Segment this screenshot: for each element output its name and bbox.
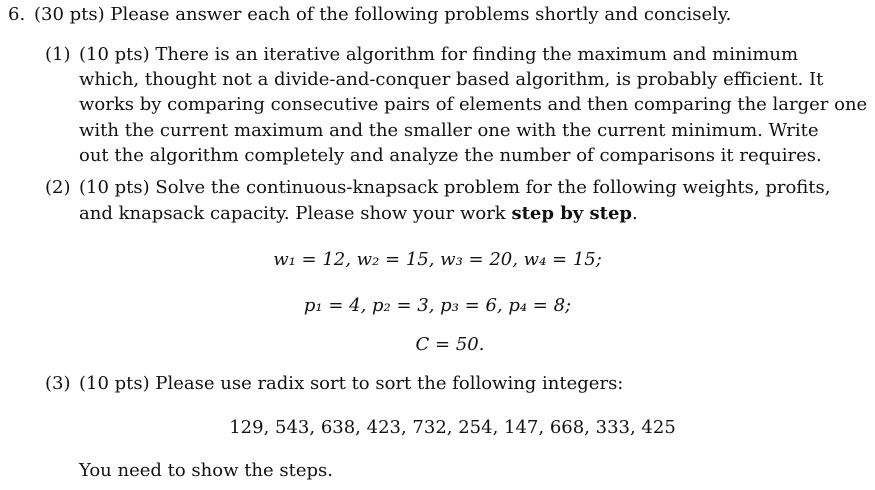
part-2-bold-suffix: . bbox=[632, 203, 638, 224]
part-2-line-2-text: and knapsack capacity. Please show your work bbox=[79, 203, 506, 224]
equation-capacity bbox=[0, 334, 875, 356]
equation-weights-text: w₁ = 12, w₂ = 15, w₃ = 20, w₄ = 15; bbox=[273, 249, 602, 270]
part-1-line-5: out the algorithm completely and analyze the number of comparisons it requires. bbox=[79, 145, 822, 166]
part-2-bold-phrase: step by step bbox=[511, 203, 632, 224]
part-1-line-1: (10 pts) There is an iterative algorithm for finding the maximum and minimum bbox=[79, 44, 799, 65]
equation-profits bbox=[0, 295, 875, 317]
part-3-label: (3) bbox=[45, 373, 71, 394]
part-2-line-2 bbox=[79, 203, 638, 225]
part-1-line-3: works by comparing consecutive pairs of elements and then comparing the larger one bbox=[79, 94, 868, 115]
part-2-label: (2) bbox=[45, 177, 71, 198]
question-number: 6. bbox=[8, 4, 26, 25]
equation-capacity-text: C = 50. bbox=[415, 334, 485, 355]
part-3-footer: You need to show the steps. bbox=[79, 460, 334, 481]
part-2-line-1: (10 pts) Solve the continuous-knapsack problem for the following weights, profits, bbox=[79, 177, 831, 198]
part-1-line-4: with the current maximum and the smaller one with the current minimum. Write bbox=[79, 120, 819, 141]
radix-integers: 129, 543, 638, 423, 732, 254, 147, 668, 333, 425 bbox=[229, 417, 676, 438]
equation-profits-text: p₁ = 4, p₂ = 3, p₃ = 6, p₄ = 8; bbox=[303, 295, 572, 316]
equation-weights bbox=[0, 249, 875, 271]
question-header: (30 pts) Please answer each of the following problems shortly and concisely. bbox=[34, 4, 732, 25]
part-3-line-1: (10 pts) Please use radix sort to sort the following integers: bbox=[79, 373, 624, 394]
part-1-label: (1) bbox=[45, 44, 71, 65]
part-1-line-2: which, thought not a divide-and-conquer based algorithm, is probably efficient. It bbox=[79, 69, 824, 90]
